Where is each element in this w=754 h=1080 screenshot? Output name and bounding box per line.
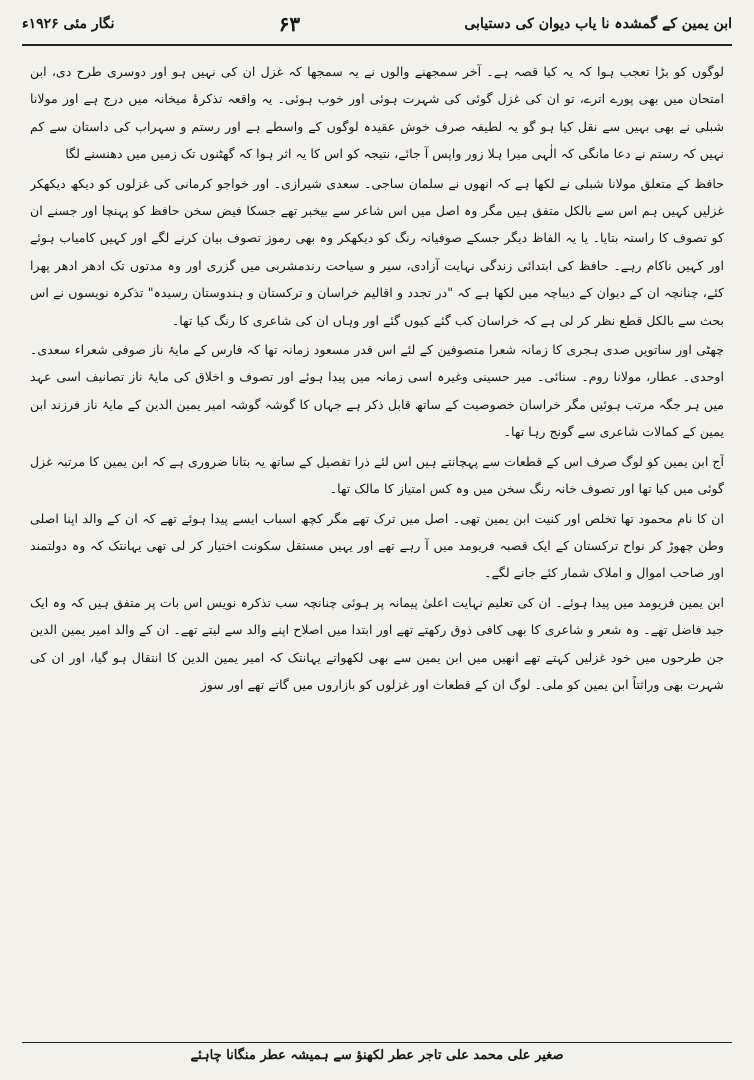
paragraph-4: آج ابن یمین کو لوگ صرف اس کے قطعات سے پہچانتے ہیں اس لئے ذرا تفصیل کے ساتھ یہ بتانا ضروری ہے کہ ابن یمین کا مرتبہ غزل گوئی میں کیا تھا اور تصوف خانہ رنگ سخن میں وہ کس امتیاز کا مالک تھا۔	[30, 453, 724, 497]
paragraph-5: ان کا نام محمود تھا تخلص اور کنیت ابن یمین تھی۔ اصل میں ترک تھے مگر کچھ اسباب ایسے پیدا ہوئے تھے کہ ان کے والد اپنا اصلی وطن چھوڑ کر نواح ترکستان کے ایک قصبہ فریومد میں آ رہے تھے اور یہیں مستقل سکونت اختیار کر لی تھی یہانتک کہ وہ دولتمند اور صاحب اموال و املاک شمار کئے جانے لگے۔	[30, 510, 724, 581]
page-number: ۶۳	[278, 12, 301, 36]
paragraph-3: چھٹی اور ساتویں صدی ہجری کا زمانہ شعرا متصوفین کے لئے اس قدر مسعود زمانہ تھا کہ فارس کے مایۂ ناز صوفی شعراء سعدی۔ اوحدی۔ عطار، مولانا روم۔ سنائی۔ میر حسینی وغیرہ اسی زمانہ میں پیدا ہوئے اور تصوف و اخلاق کی مایۂ ناز تصانیف اسی عہد میں ہر جگہ مرتب ہوئیں مگر خراسان خصوصیت کے ساتھ قابل ذکر ہے جہاں کا گوشہ گوشہ امیر یمین الدین کے مایۂ ناز فرزند ابن یمین کے کمالات شاعری سے گونج رہا تھا۔	[30, 342, 724, 440]
paragraph-1: لوگوں کو بڑا تعجب ہوا کہ یہ کیا قصہ ہے۔ آخر سمجھنے والوں نے یہ سمجھا کہ غزل ان کی نہیں ہو اور دوسری طرح دی، ابن امتحان میں بھی پورے اترے، تو ان کی غزل گوئی کی شہرت ہوئی اور خوب ہوئی۔ یہ واقعہ تذکرۂ میخانہ میں درج ہے اور مولانا شبلی نے بھی بہیں سے نقل کیا ہو گو یہ لطیفہ صرف خوش عقیدہ لوگوں کے واسطے ہے اور رستم و سہراب کی داستان سے کم نہیں کہ رستم نے دعا مانگی کہ الٰہی میرا ہلا زور واپس آ جائے، نتیجہ کو اس کا یہ اثر ہوا کہ گھٹنوں تک زمیں میں دھنسنے لگا	[30, 64, 724, 162]
issue-date: نگار مئی ۱۹۲۶ء	[22, 16, 115, 32]
footer-rule	[22, 1042, 732, 1043]
page-header	[22, 6, 732, 42]
paragraph-6: ابن یمین فریومد میں پیدا ہوئے۔ ان کی تعلیم نہایت اعلیٰ پیمانہ پر ہوئی چنانچہ سب تذکرہ نویس اس بات پر متفق ہیں کہ وہ ایک جید فاضل تھے۔ وہ شعر و شاعری کا بھی کافی ذوق رکھتے تھے اور ابتدا میں اصلاح اپنے والد سے لیتے تھے۔ ان کے والد امیر یمین الدین جن طرحوں میں خود غزلیں کہتے تھے انھیں میں ابن یمین سے بھی لکھواتے یہانتک کہ امیر یمین الدین کا انتقال ہو گیا، اور ان کی شہرت بھی وراثتاً ابن یمین کو ملی۔ لوگ ان کے قطعات اور غزلوں کو بازاروں میں گاتے تھے اور سوز	[30, 594, 724, 692]
article-body	[30, 58, 724, 1013]
paragraph-2: حافظ کے متعلق مولانا شبلی نے لکھا ہے کہ انھوں نے سلمان ساجی۔ سعدی شیرازی۔ اور خواجو کرمانی کی غزلوں کو دیکھ دیکھکر غزلیں کہیں ہم اس سے بالکل متفق ہیں مگر وہ اصل میں اس شاعر سے بیخبر تھے جسکا فیض سخن حافظ کو پہنچا اور جسنے ان کو تصوف کا راستہ بتایا۔ یا یہ الفاظ دیگر جسکے صوفیانہ رنگ کو دیکھکر وہ بھی رموز تصوف بیان کرنے لگے اور کہیں کامیاب ہوئے اور کہیں ناکام رہے۔ حافظ کی ابتدائی زندگی نہایت آزادی، سیر و سیاحت رندمشربی میں گزری اور وہ مدتوں تک ادھر ادھر پھرا کئے، چنانچہ ان کے دیوان کے دیباچہ میں لکھا ہے کہ "در تجدد و اقالیم خراسان و ترکستان و ہندوستان رسیدہ" تذکرہ نویسوں نے اس بحث سے بالکل قطع نظر کر لی ہے کہ خراسان کب گئے کیوں گئے اور وہاں ان کی شاعری کا رنگ کیا تھا۔	[30, 175, 724, 328]
footer-advertisement: صغیر علی محمد علی تاجر عطر لکھنؤ سے ہمیشہ عطر منگانا چاہئے	[190, 1048, 564, 1063]
running-title: ابن یمین کے گمشدہ نا یاب دیوان کی دستیابی	[464, 16, 732, 32]
header-rule	[22, 44, 732, 46]
